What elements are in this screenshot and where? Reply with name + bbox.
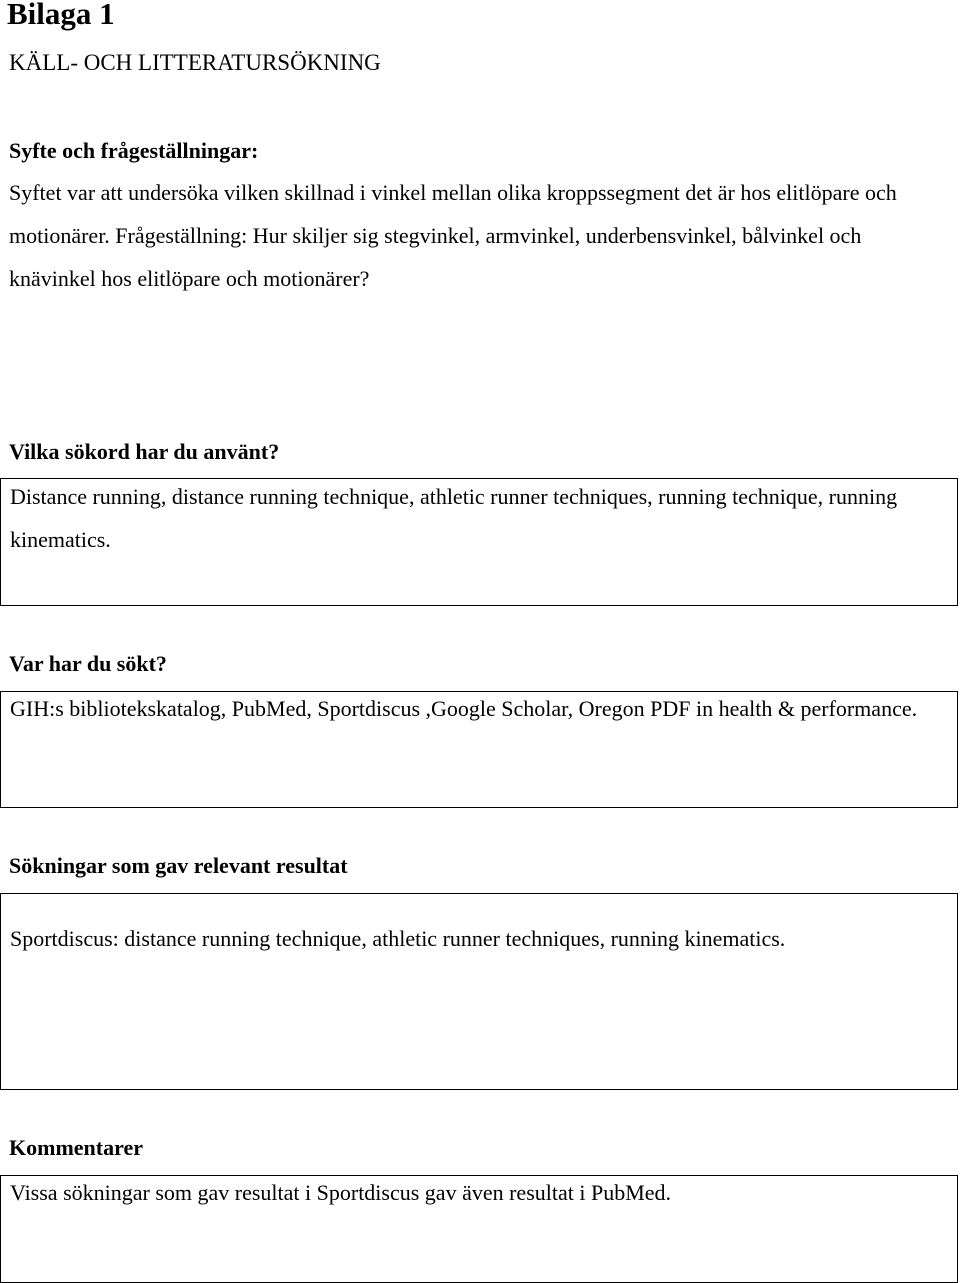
purpose-text: Syftet var att undersöka vilken skillnad i vinkel mellan olika kroppssegment det är hos elitlöpare och motionärer. Frågeställning: Hur skiljer sig stegvinkel, armvinkel, underbensvinkel, bålvinkel och knävinkel hos elitlöpare och motionärer? [9, 180, 897, 291]
sources-heading: Var har du sökt? [9, 651, 167, 676]
sources-text: GIH:s bibliotekskatalog, PubMed, Sportdiscus ,Google Scholar, Oregon PDF in health & performance. [10, 696, 918, 721]
comments-heading: Kommentarer [9, 1135, 143, 1160]
results-box [0, 893, 958, 1090]
keywords-text: Distance running, distance running technique, athletic runner techniques, running technique, running kinematics. [10, 484, 898, 552]
page-subtitle: KÄLL- OCH LITTERATURSÖKNING [9, 50, 381, 75]
purpose-heading: Syfte och frågeställningar: [9, 138, 259, 163]
comments-text: Vissa sökningar som gav resultat i Sportdiscus gav även resultat i PubMed. [10, 1180, 672, 1205]
comments-box [0, 1175, 958, 1283]
page-title: Bilaga 1 [7, 0, 115, 31]
results-heading: Sökningar som gav relevant resultat [9, 853, 348, 878]
sources-box [0, 691, 958, 808]
keywords-box [0, 478, 958, 606]
keywords-heading: Vilka sökord har du använt? [9, 439, 280, 464]
results-text: Sportdiscus: distance running technique, athletic runner techniques, running kinematics. [10, 926, 786, 951]
